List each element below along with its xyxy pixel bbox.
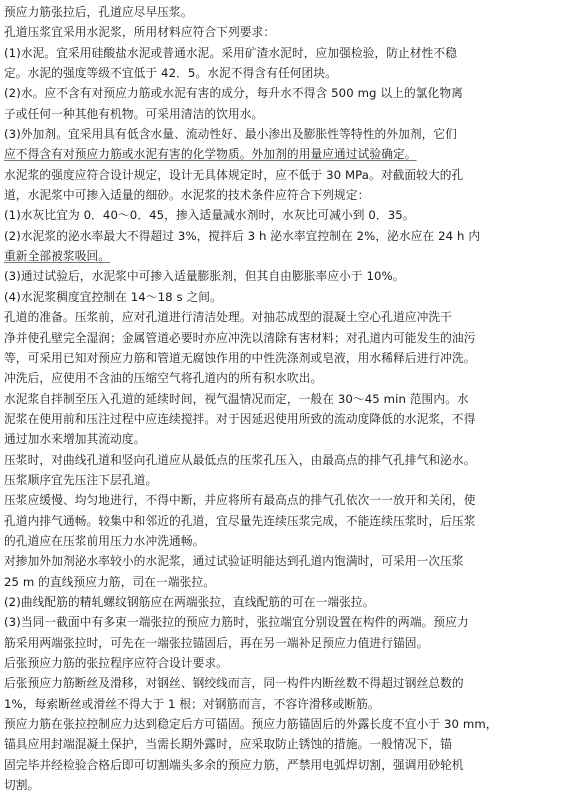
text-line: 应不得含有对预应力筋或水泥有害的化学物质。外加剂的用量应通过试验确定。: [4, 147, 417, 162]
text-line: 筋采用两端张拉时，可先在一端张拉锚固后，再在另一端补足预应力值进行锚固。: [4, 635, 429, 650]
text-line: 净并使孔壁完全湿润；金属管道必要时亦应冲洗以清除有害材料；对孔道内可能发生的油污: [4, 330, 476, 345]
text-line: 通过加水来增加其流动度。: [4, 432, 146, 447]
text-line: 固完毕并经检验合格后即可切割端头多余的预应力筋，严禁用电弧焊切割，强调用砂轮机: [4, 757, 464, 772]
text-line: (1)水灰比宜为 0．40～0．45，掺入适量减水剂时，水灰比可减小到 0．35。: [4, 208, 415, 223]
text-line: (3)当同一截面中有多束一端张拉的预应力筋时，张拉端宜分别设置在构件的两端。预应力: [4, 615, 469, 630]
text-line: 孔道压浆宜采用水泥浆，所用材料应符合下列要求：: [4, 25, 276, 40]
text-line: (2)曲线配筋的精轧螺纹钢筋应在两端张拉，直线配筋的可在一端张拉。: [4, 594, 375, 609]
text-line: 定。水泥的强度等级不宜低于 42．5。水泥不得含有任何团块。: [4, 66, 337, 81]
text-line: 道，水泥浆中可掺入适量的细砂。水泥浆的技术条件应符合下列规定：: [4, 188, 370, 203]
text-line: 压浆顺序宜先压注下层孔道。: [4, 472, 158, 487]
text-line: 1%，每索断丝或滑丝不得大于 1 根；对钢筋而言，不容许滑移或断筋。: [4, 696, 380, 711]
text-line: (4)水泥浆稠度宜控制在 14～18 s 之间。: [4, 289, 222, 304]
text-line: 压浆应缓慢、均匀地进行，不得中断，并应将所有最高点的排气孔依次一一放开和关闭，使: [4, 493, 476, 508]
text-line: 子或任何一种其他有机物。可采用清洁的饮用水。: [4, 106, 264, 121]
text-line: 冲洗后，应使用不含油的压缩空气将孔道内的所有积水吹出。: [4, 371, 323, 386]
text-line: 孔道内排气通畅。较集中和邻近的孔道，宜尽量先连续压浆完成，不能连续压浆时，后压浆: [4, 513, 476, 528]
text-line: 泥浆在使用前和压注过程中应连续搅拌。对于因延迟使用所致的流动度降低的水泥浆，不得: [4, 411, 476, 426]
text-line: 后张预应力筋断丝及滑移，对钢丝、钢绞线而言，同一构件内断丝数不得超过钢丝总数的: [4, 676, 464, 691]
text-line: 等，可采用已知对预应力筋和管道无腐蚀作用的中性洗涤剂或皂液，用水稀释后进行冲洗。: [4, 350, 476, 365]
text-line: (1)水泥。宜采用硅酸盐水泥或普通水泥。采用矿渣水泥时，应加强检验，防止材性不稳: [4, 45, 457, 60]
text-line: 25 m 的直线预应力筋，司在一端张拉。: [4, 574, 215, 589]
text-line: 后张预应力筋的张拉程序应符合设计要求。: [4, 656, 228, 670]
text-line: 的孔道应在压浆前用压力水冲洗通畅。: [4, 533, 205, 548]
text-line: (3)通过试验后，水泥浆中可掺入适量膨胀剂，但其自由膨胀率应小于 10%。: [4, 269, 405, 284]
text-line: 孔道的准备。压浆前，应对孔道进行清洁处理。对抽芯成型的混凝土空心孔道应冲洗干: [4, 310, 452, 325]
text-line: (2)水泥浆的泌水率最大不得超过 3%，搅拌后 3 h 泌水率宜控制在 2%，泌水应在 24 h 内: [4, 228, 481, 243]
text-line: 对掺加外加剂泌水率较小的水泥浆，通过试验证明能达到孔道内饱满时，可采用一次压浆: [4, 554, 464, 569]
text-line: 预应力筋在张拉控制应力达到稳定后方可锚固。预应力筋锚固后的外露长度不宜小于 30 mm，: [4, 717, 498, 732]
text-line: (2)水。应不含有对预应力筋或水泥有害的成分，每升水不得含 500 mg 以上的氯化物离: [4, 86, 463, 101]
text-line: 锚具应用封端混凝土保护，当需长期外露时，应采取防止锈蚀的措施。一般情况下，锚: [4, 737, 452, 752]
text-line: 切割。: [4, 778, 40, 793]
text-line: 预应力筋张拉后，孔道应尽早压浆。: [4, 5, 193, 19]
text-line: (3)外加剂。宜采用具有低含水量、流动性好、最小渗出及膨胀性等特性的外加剂，它们: [4, 127, 457, 142]
text-line: 水泥浆自拌制至压入孔道的延续时间，视气温情况而定，一般在 30～45 min 范围内。水: [4, 391, 469, 406]
text-line: 压浆时，对曲线孔道和竖向孔道应从最低点的压浆孔压入，由最高点的排气孔排气和泌水。: [4, 452, 476, 467]
text-line: 重新全部被浆吸回。: [4, 249, 111, 264]
text-line: 水泥浆的强度应符合设计规定，设计无具体规定时，应不低于 30 MPa。对截面较大的孔: [4, 167, 464, 182]
